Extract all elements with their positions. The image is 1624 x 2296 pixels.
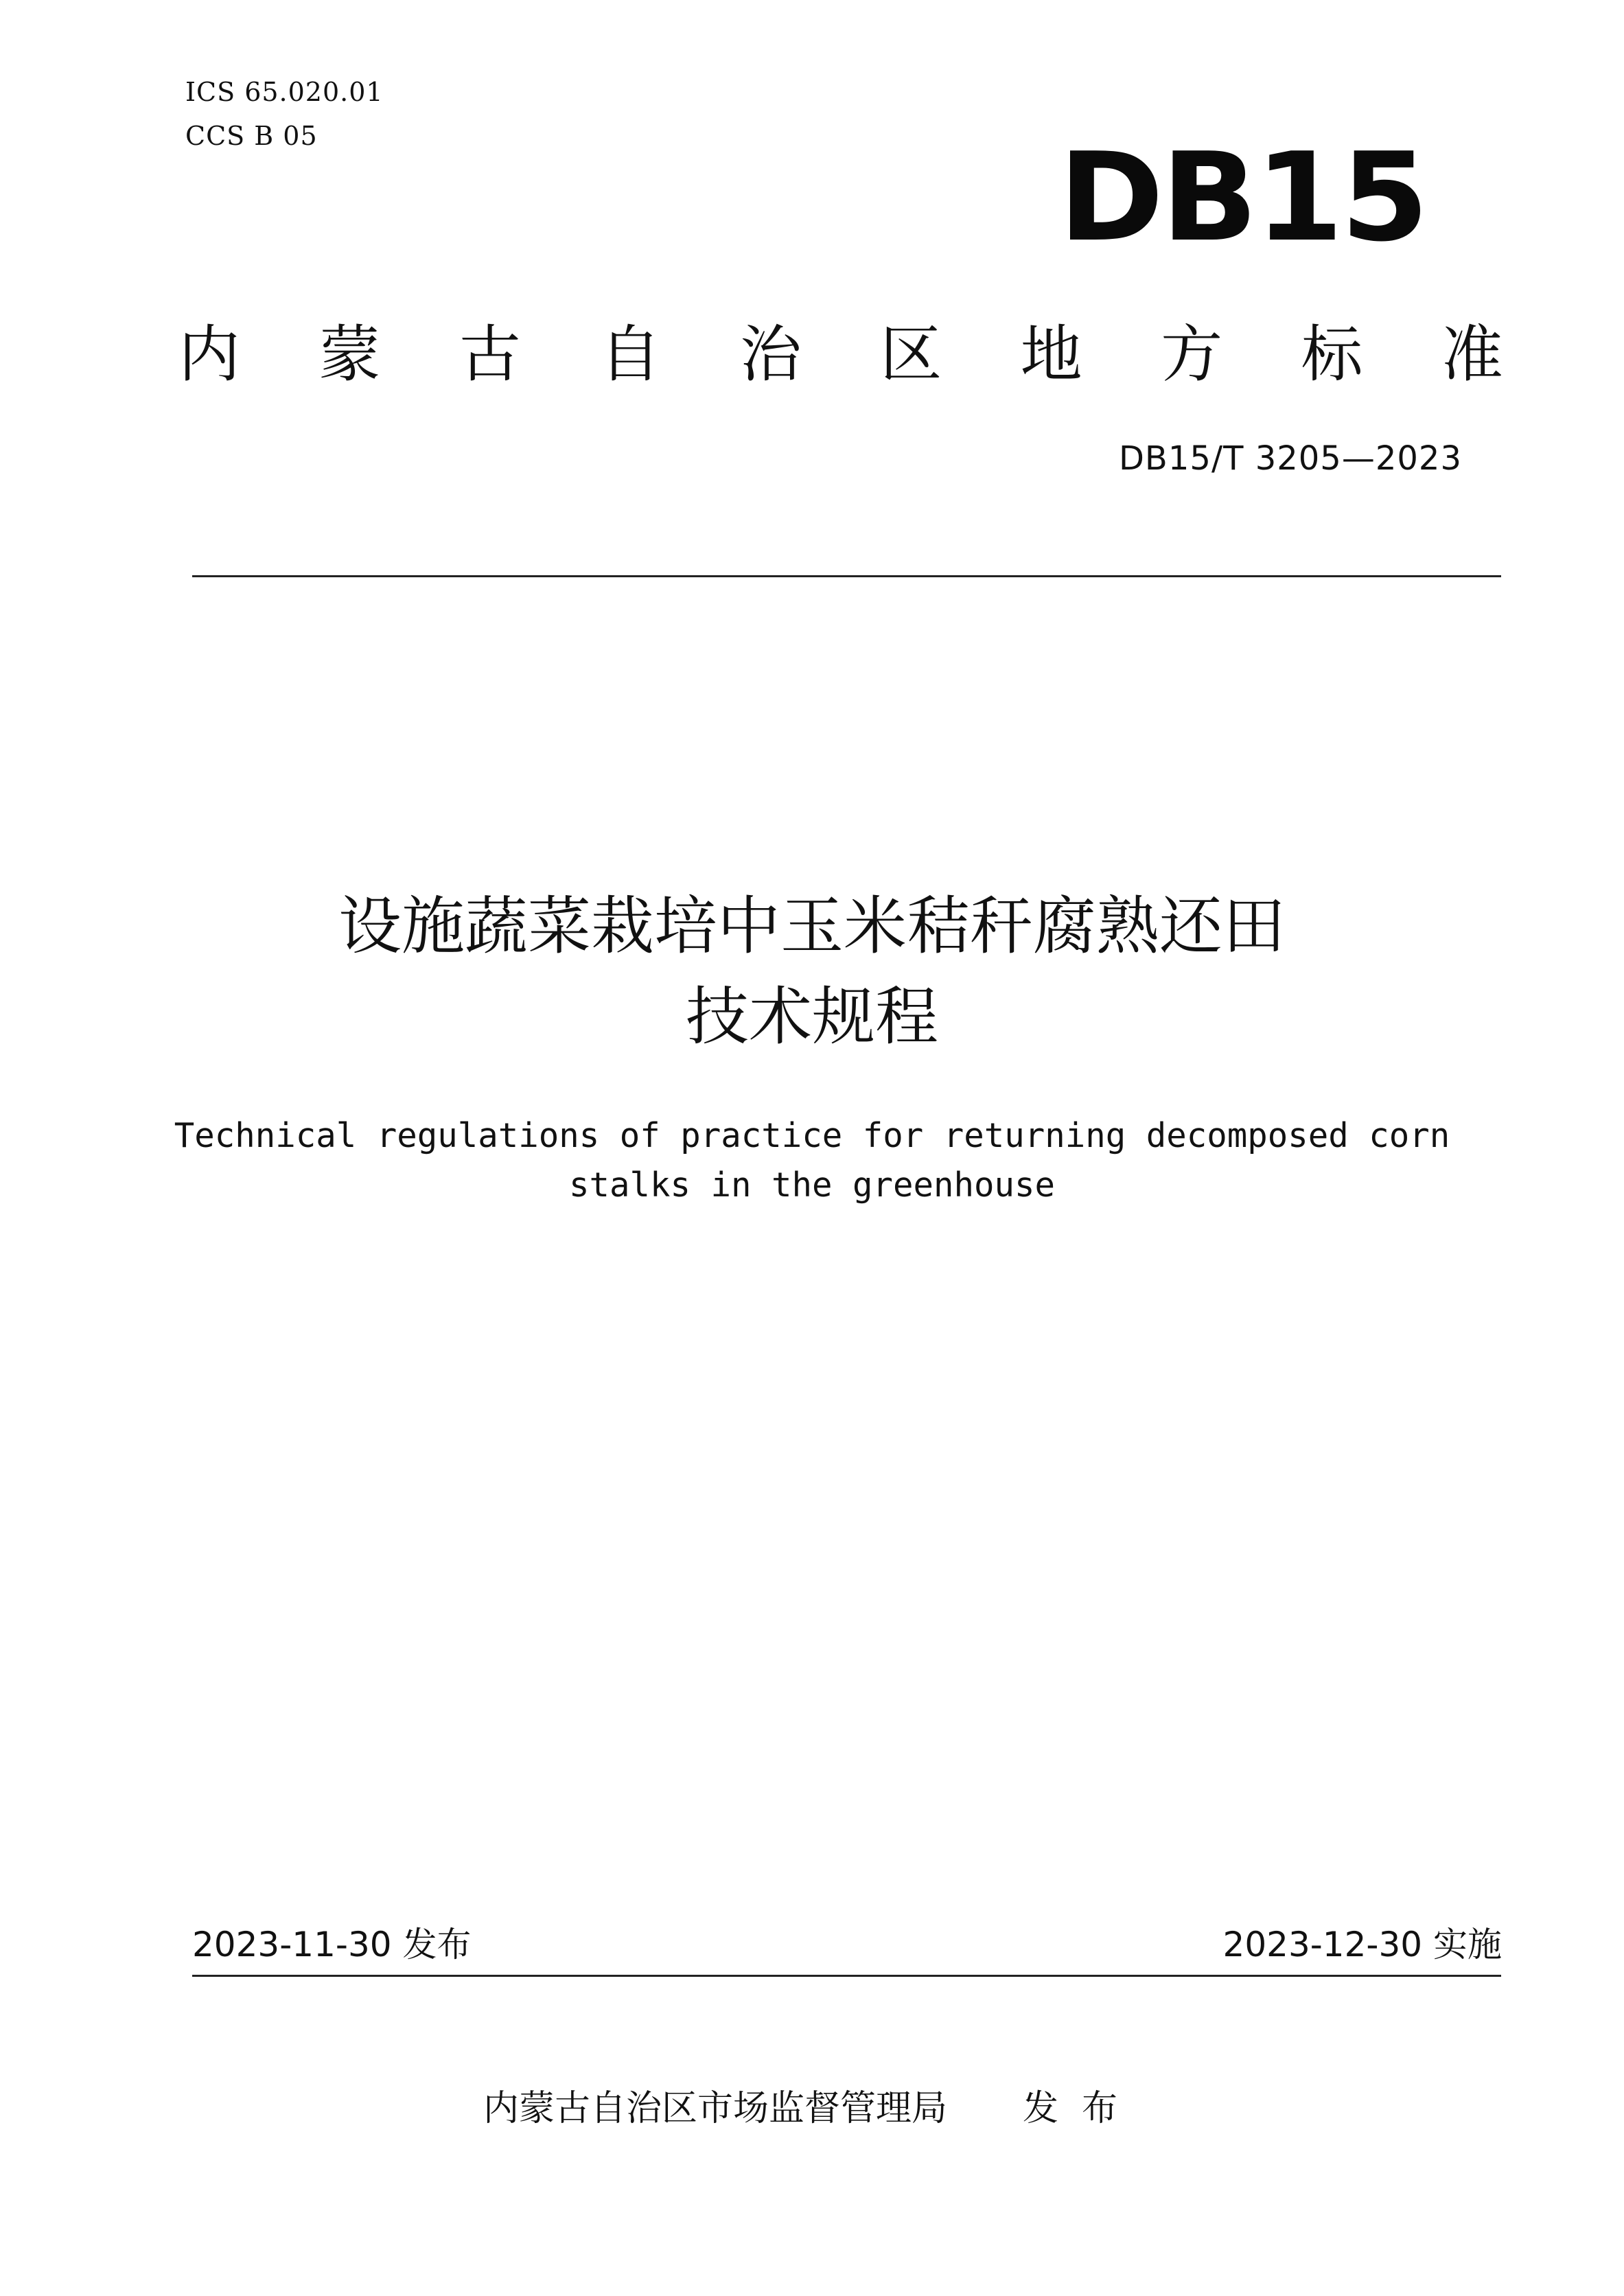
standard-type-char: 治: [739, 318, 802, 391]
standard-type-char: 准: [1441, 318, 1503, 391]
ics-code: ICS 65.020.01: [185, 77, 384, 107]
english-title-line-1: Technical regulations of practice for returning decomposed corn: [174, 1116, 1450, 1155]
implementation-date: 2023-12-30 实施: [1222, 1925, 1502, 1964]
issue-date: 2023-11-30 发布: [192, 1925, 472, 1964]
standard-type-char: 蒙: [318, 318, 381, 391]
english-title-line-2: stalks in the greenhouse: [568, 1166, 1055, 1205]
standard-type-char: 地: [1020, 318, 1082, 391]
standard-type-char: 标: [1301, 318, 1363, 391]
standard-type-char: 自: [599, 318, 662, 391]
bottom-divider: [192, 1975, 1501, 1977]
standard-number: DB15/T 3205—2023: [1118, 439, 1462, 478]
db15-logo: DB15: [1058, 126, 1426, 268]
standard-type-heading: [178, 317, 1503, 393]
chinese-title-line-2: 技术规程: [685, 980, 938, 1054]
publish-label: 发布: [1023, 2088, 1141, 2129]
standard-type-char: 古: [459, 318, 521, 391]
publisher-name: 内蒙古自治区市场监督管理局: [483, 2088, 947, 2129]
publisher-line: [0, 2081, 1624, 2136]
chinese-title-line-1: 设施蔬菜栽培中玉米秸秆腐熟还田: [338, 890, 1286, 963]
ccs-code: CCS B 05: [185, 121, 318, 151]
top-divider: [192, 575, 1501, 577]
standard-type-char: 方: [1161, 318, 1223, 391]
standard-type-char: 内: [178, 318, 240, 391]
standard-type-char: 区: [880, 318, 942, 391]
